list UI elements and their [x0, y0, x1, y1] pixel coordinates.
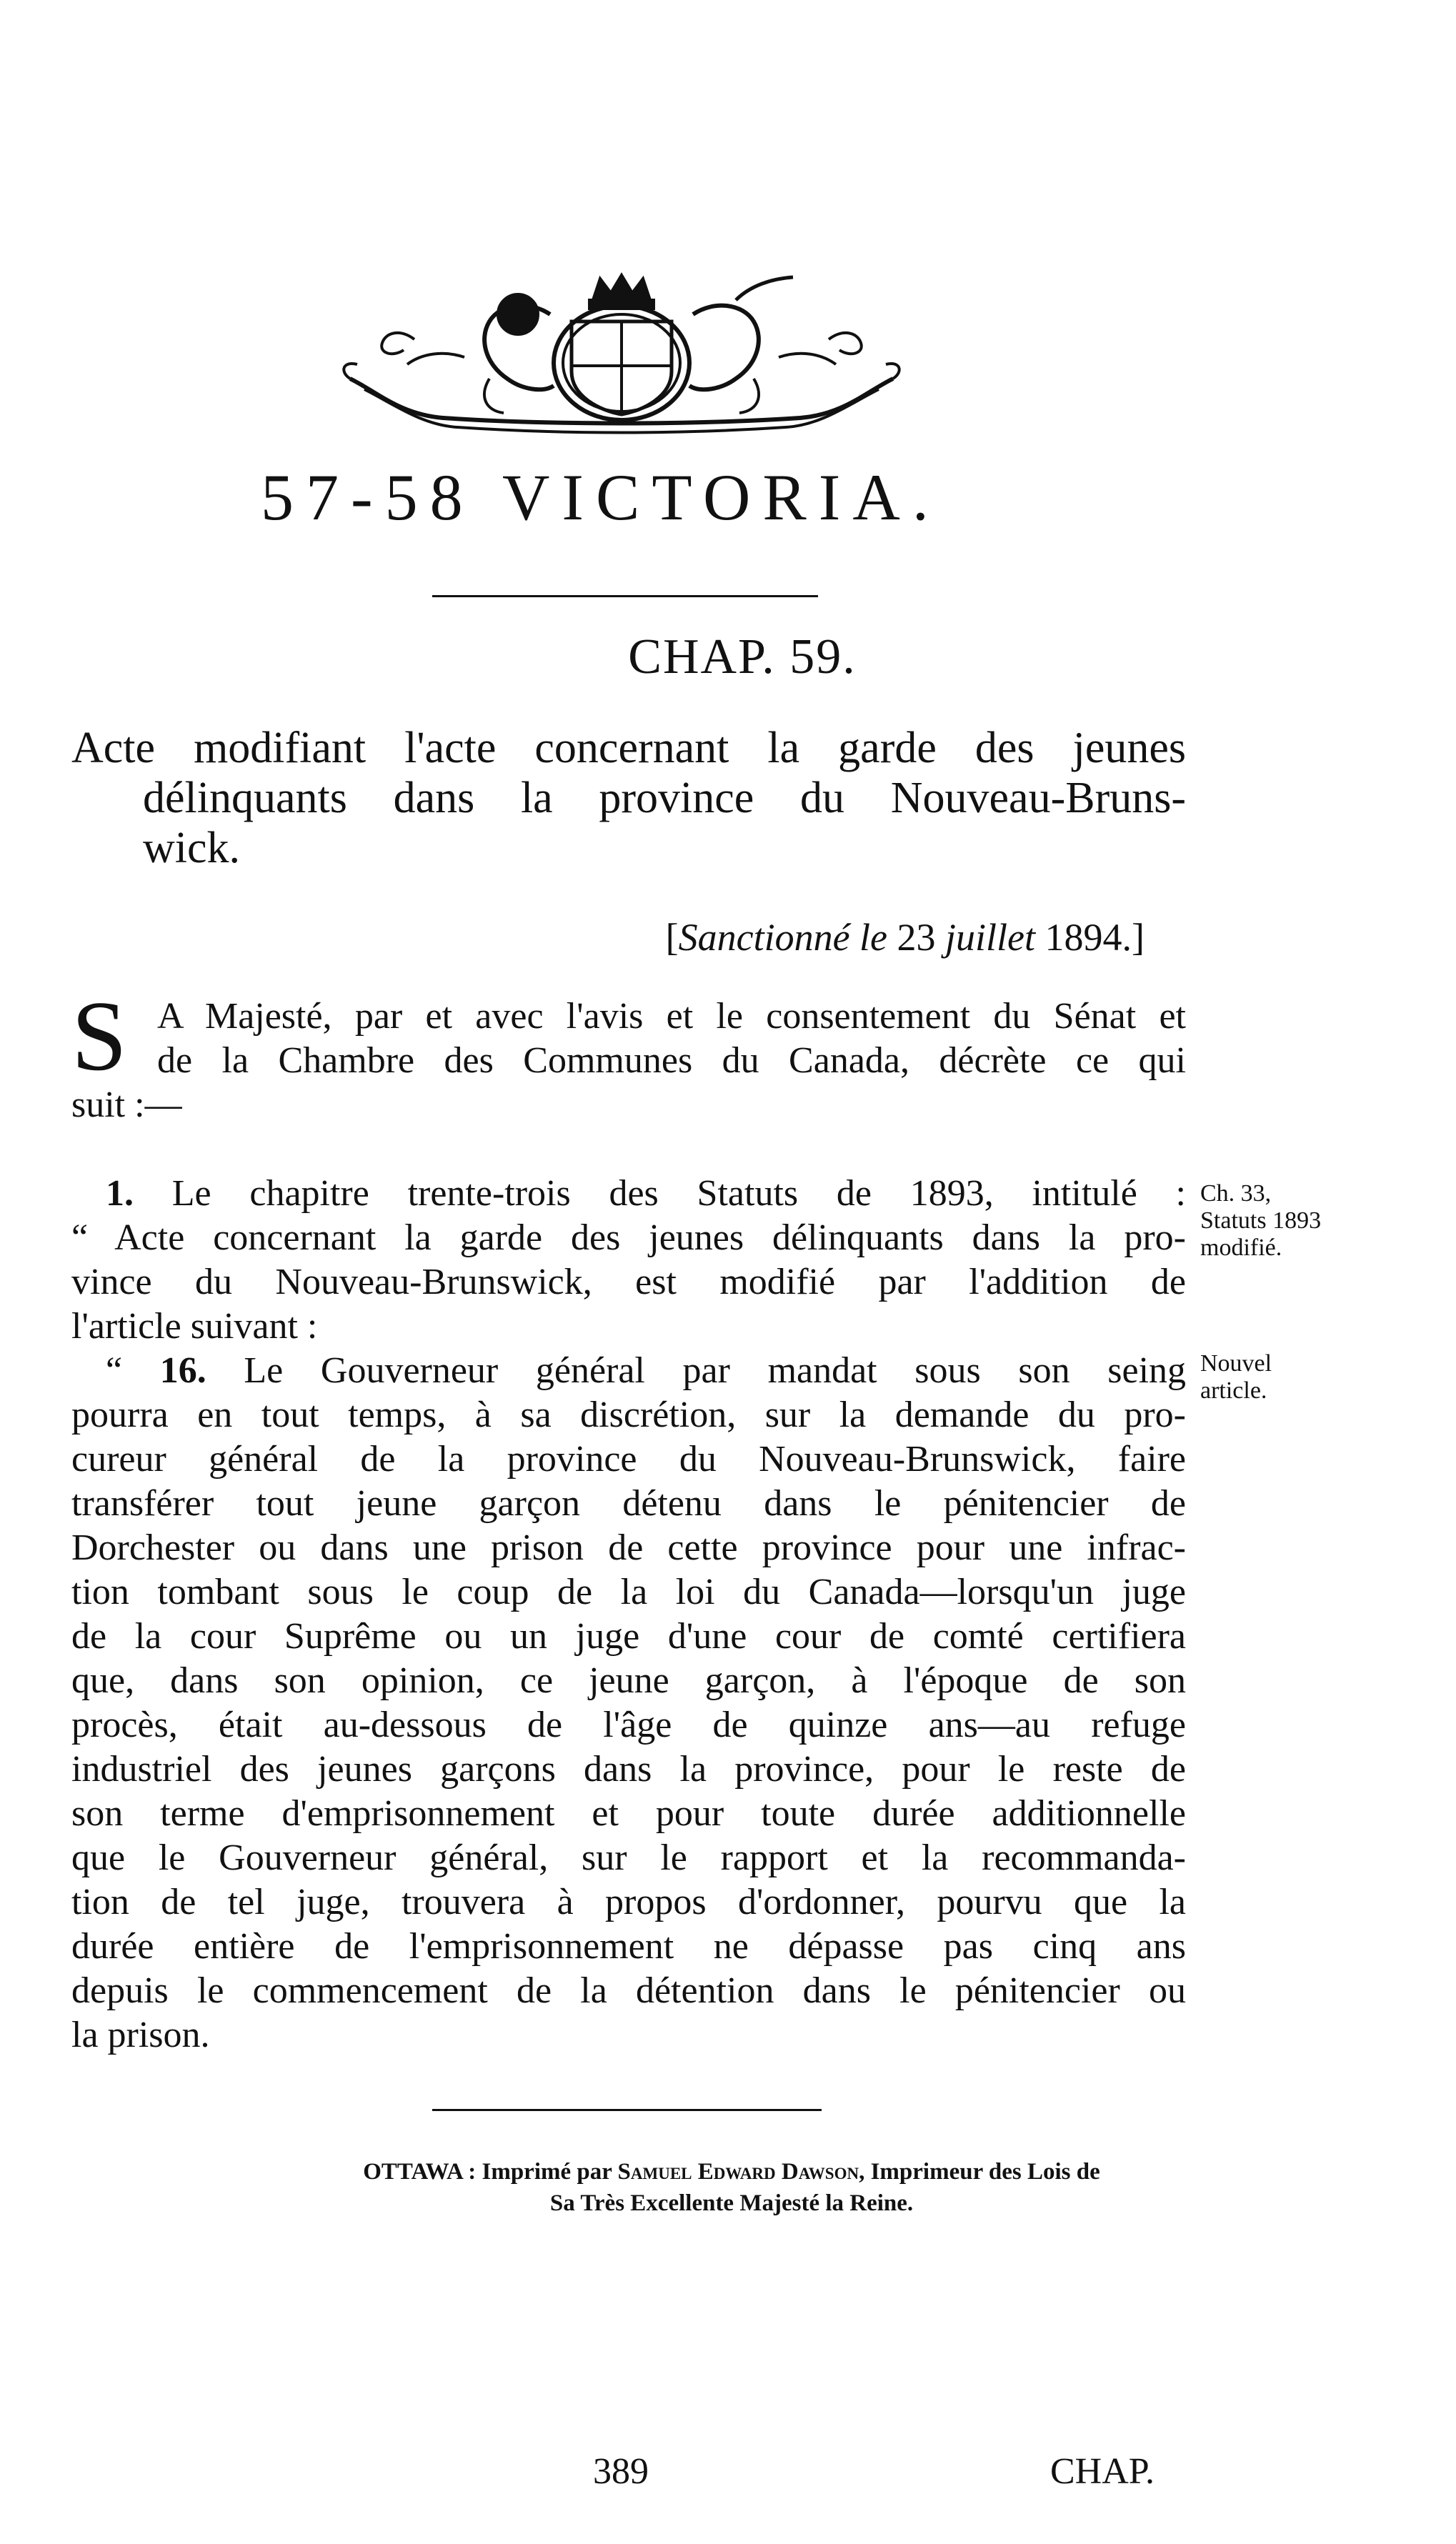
section-line: vince du Nouveau-Brunswick, est modifié par l'addition de [71, 1262, 1186, 1302]
margin-note-section-16 [1200, 1350, 1272, 1405]
divider-rule [432, 595, 818, 597]
section-line: depuis le commencement de la détention dans le pénitencier ou [71, 1970, 1186, 2011]
imprint-text: OTTAWA : Imprimé par [363, 2159, 618, 2185]
section-text: Le Gouverneur général par mandat sous son seing [244, 1350, 1187, 1391]
margin-note-line: modifié. [1200, 1234, 1282, 1261]
section-line: tion tombant sous le coup de la loi du Canada—lorsqu'un juge [71, 1572, 1186, 1612]
section-line [71, 1172, 1186, 1216]
section-line: son terme d'emprisonnement et pour toute durée additionnelle [71, 1793, 1186, 1834]
section-line: transférer tout jeune garçon détenu dans le pénitencier de [71, 1483, 1186, 1524]
quote-mark: “ [106, 1350, 123, 1391]
margin-note-line: Nouvel [1200, 1350, 1272, 1377]
royal-coat-of-arms-icon [336, 271, 907, 436]
section-line: la prison. [71, 2015, 210, 2055]
assent-label: Sanctionné le [678, 916, 888, 959]
act-title-line: Acte modifiant l'acte concernant la garde des jeunes [71, 724, 1186, 772]
section-line: de la cour Suprême ou un juge d'une cour de comté certifiera [71, 1616, 1186, 1657]
section-line: pourra en tout temps, à sa discrétion, sur la demande du pro- [71, 1395, 1186, 1435]
section-line: Dorchester ou dans une prison de cette province pour une infrac- [71, 1527, 1186, 1568]
section-line: que, dans son opinion, ce jeune garçon, à l'époque de son [71, 1660, 1186, 1701]
section-line: cureur général de la province du Nouveau-Brunswick, faire [71, 1439, 1186, 1480]
section-number: 16. [159, 1350, 206, 1391]
catchword: CHAP. [1050, 2451, 1155, 2492]
section-line: l'article suivant : [71, 1306, 318, 1347]
section-1 [71, 1172, 1186, 1349]
margin-note-line: Ch. 33, [1200, 1180, 1272, 1207]
enacting-line: de la Chambre des Communes du Canada, décrète ce qui [157, 1040, 1186, 1081]
assent-day: 23 [887, 916, 946, 959]
act-title-line: wick. [143, 824, 241, 872]
section-line [71, 1349, 1186, 1393]
page-number: 389 [593, 2451, 649, 2492]
printer-name: Samuel Edward Dawson [617, 2159, 859, 2185]
enacting-line: A Majesté, par et avec l'avis et le consentement du Sénat et [157, 996, 1186, 1037]
section-line: que le Gouverneur général, sur le rapport et la recommanda- [71, 1837, 1186, 1878]
margin-note-line: Statuts 1893 [1200, 1207, 1322, 1234]
chapter-heading: CHAP. 59. [628, 629, 857, 684]
imprint-line [7, 2156, 1456, 2188]
section-line: tion de tel juge, trouvera à propos d'ordonner, pourvu que la [71, 1882, 1186, 1922]
margin-note-line: article. [1200, 1377, 1267, 1404]
section-text: Le chapitre trente-trois des Statuts de 1893, intitulé : [171, 1173, 1187, 1214]
imprint-text: , Imprimeur des Lois de [859, 2159, 1100, 2185]
section-line: procès, était au-dessous de l'âge de quinze ans—au refuge [71, 1705, 1186, 1745]
drop-cap: S [71, 981, 127, 1092]
printer-imprint [0, 2156, 1456, 2219]
enacting-line: suit :— [71, 1084, 182, 1125]
assent-month: juillet [945, 916, 1036, 959]
section-number: 1. [106, 1173, 134, 1214]
regnal-year-heading: 57-58 VICTORIA. [261, 461, 941, 534]
assent-bracket: [ [665, 916, 679, 959]
section-line: “ Acte concernant la garde des jeunes délinquants dans la pro- [71, 1217, 1186, 1258]
assent-year: 1894.] [1035, 916, 1145, 959]
margin-note-section-1 [1200, 1180, 1321, 1262]
assent-date [0, 916, 1145, 959]
act-title-line: délinquants dans la province du Nouveau-Bruns- [143, 774, 1186, 822]
section-16 [71, 1349, 1186, 2057]
imprint-line: Sa Très Excellente Majesté la Reine. [549, 2190, 914, 2216]
section-line: durée entière de l'emprisonnement ne dépasse pas cinq ans [71, 1926, 1186, 1967]
act-title [71, 723, 1186, 873]
divider-rule [432, 2109, 822, 2111]
section-line: industriel des jeunes garçons dans la province, pour le reste de [71, 1749, 1186, 1790]
enacting-clause [71, 981, 1186, 1127]
